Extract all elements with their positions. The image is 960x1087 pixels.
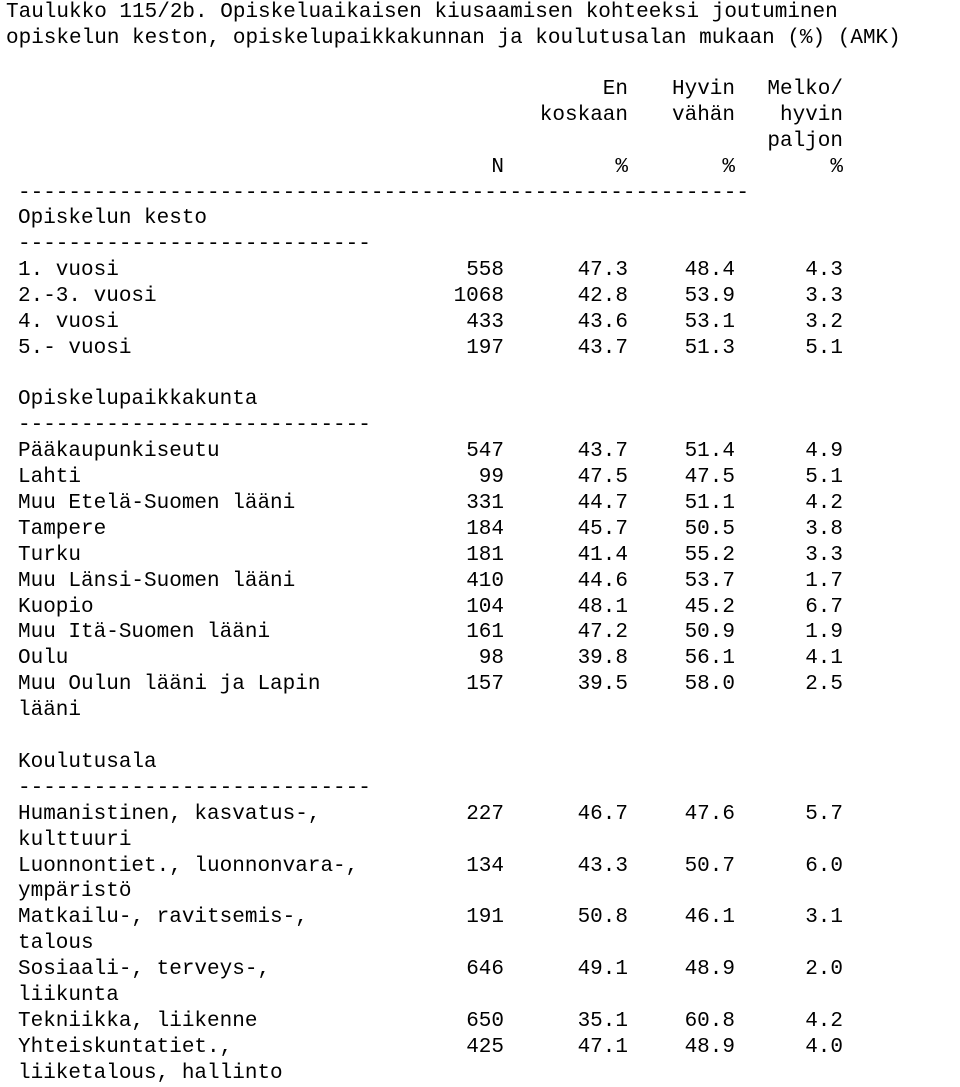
row-n: 197 [466,336,504,360]
row-label: liikunta [18,984,119,1007]
row-melko: 5.1 [805,336,843,360]
row-en: 43.7 [577,440,628,464]
row-label: 2.-3. vuosi [18,284,157,308]
row-en: 47.2 [577,621,628,645]
section-rule: ---------------------------- [18,414,371,438]
row-en: 41.4 [577,543,628,567]
row-melko: 3.3 [805,543,843,567]
row-hyvin: 53.1 [684,310,735,334]
row-melko: 5.7 [805,802,843,826]
row-hyvin: 47.6 [684,802,735,826]
row-label: 1. vuosi [18,258,119,282]
row-en: 47.5 [577,466,628,489]
row-label: Muu Itä-Suomen lääni [18,621,271,645]
row-hyvin: 48.9 [684,1035,735,1059]
row-hyvin: 53.7 [684,569,735,593]
row-label: kulttuuri [18,828,132,852]
row-n: 331 [466,491,504,515]
row-en: 39.5 [577,673,628,697]
col-header-melko-line-2: hyvin [779,104,843,127]
row-label: lääni [18,699,82,723]
row-melko: 5.1 [805,466,843,489]
section-title: Opiskelupaikkakunta [18,388,258,412]
title-line-2: opiskelun keston, opiskelupaikkakunnan ja koulutusalan mukaan (%) (AMK) [6,27,901,50]
unit-hyvin: % [722,156,735,179]
section-title: Koulutusala [18,750,157,774]
row-n: 99 [478,466,504,489]
row-melko: 4.3 [805,258,843,282]
row-n: 181 [466,543,504,567]
row-melko: 4.2 [805,1009,843,1033]
row-hyvin: 48.4 [684,258,735,282]
row-label: Kuopio [18,595,94,619]
col-header-melko-line-3: paljon [767,130,843,153]
row-en: 42.8 [577,284,628,308]
row-hyvin: 46.1 [684,906,735,930]
row-n: 650 [466,1009,504,1033]
row-n: 161 [466,621,504,645]
section-title: Opiskelun kesto [18,207,208,230]
row-hyvin: 50.9 [684,621,735,645]
row-n: 191 [466,906,504,930]
row-melko: 3.3 [805,284,843,308]
row-melko: 6.0 [805,854,843,878]
row-melko: 2.0 [805,958,843,982]
row-n: 646 [466,958,504,982]
row-label: liiketalous, hallinto [18,1061,283,1085]
unit-n: N [491,156,504,179]
row-en: 44.7 [577,491,628,515]
row-en: 48.1 [577,595,628,619]
row-n: 410 [466,569,504,593]
row-en: 49.1 [577,958,628,982]
row-hyvin: 50.7 [684,854,735,878]
row-n: 134 [466,854,504,878]
col-header-melko-line-1: Melko/ [767,78,843,101]
row-label: ympäristö [18,880,132,904]
row-label: Muu Länsi-Suomen lääni [18,569,296,593]
row-hyvin: 51.3 [684,336,735,360]
row-hyvin: 51.4 [684,440,735,464]
row-label: Luonnontiet., luonnonvara-, [18,854,359,878]
row-n: 425 [466,1035,504,1059]
row-en: 47.1 [577,1035,628,1059]
row-hyvin: 56.1 [684,647,735,671]
row-hyvin: 58.0 [684,673,735,697]
row-n: 433 [466,310,504,334]
col-header-hyvin-line-1: Hyvin [671,78,735,101]
row-en: 35.1 [577,1009,628,1033]
row-hyvin: 45.2 [684,595,735,619]
row-melko: 4.2 [805,491,843,515]
row-label: Oulu [18,647,69,671]
row-melko: 3.1 [805,906,843,930]
col-header-en-line-2: koskaan [539,104,628,127]
row-melko: 6.7 [805,595,843,619]
row-label: Turku [18,543,82,567]
row-hyvin: 55.2 [684,543,735,567]
row-n: 104 [466,595,504,619]
row-n: 547 [466,440,504,464]
row-hyvin: 47.5 [684,466,735,489]
unit-en: % [615,156,628,179]
row-label: Humanistinen, kasvatus-, [18,802,321,826]
row-n: 1068 [453,284,504,308]
row-melko: 1.9 [805,621,843,645]
row-label: 4. vuosi [18,310,119,334]
row-n: 157 [466,673,504,697]
row-label: Tampere [18,517,107,541]
row-n: 98 [478,647,504,671]
col-header-en-line-1: En [602,78,628,101]
row-melko: 1.7 [805,569,843,593]
row-hyvin: 60.8 [684,1009,735,1033]
row-hyvin: 48.9 [684,958,735,982]
row-en: 43.7 [577,336,628,360]
row-en: 45.7 [577,517,628,541]
row-melko: 4.0 [805,1035,843,1059]
row-label: Lahti [18,466,82,489]
row-label: Muu Oulun lääni ja Lapin [18,673,321,697]
row-en: 50.8 [577,906,628,930]
row-hyvin: 50.5 [684,517,735,541]
row-label: Tekniikka, liikenne [18,1009,258,1033]
row-melko: 3.2 [805,310,843,334]
row-hyvin: 51.1 [684,491,735,515]
row-label: talous [18,932,94,956]
title-line-1: Taulukko 115/2b. Opiskeluaikaisen kiusaamisen kohteeksi joutuminen [6,1,838,24]
section-rule: ---------------------------- [18,232,371,256]
unit-melko: % [830,156,843,179]
row-n: 558 [466,258,504,282]
row-en: 43.6 [577,310,628,334]
section-rule: ---------------------------- [18,776,371,800]
row-melko: 3.8 [805,517,843,541]
row-melko: 4.9 [805,440,843,464]
row-label: Pääkaupunkiseutu [18,440,220,464]
header-rule: ---------------------------------------------------------- [18,182,749,205]
row-label: Yhteiskuntatiet., [18,1035,233,1059]
row-melko: 4.1 [805,647,843,671]
row-en: 43.3 [577,854,628,878]
row-melko: 2.5 [805,673,843,697]
row-en: 39.8 [577,647,628,671]
row-label: Sosiaali-, terveys-, [18,958,271,982]
row-n: 184 [466,517,504,541]
row-label: Matkailu-, ravitsemis-, [18,906,308,930]
row-label: 5.- vuosi [18,336,132,360]
row-en: 47.3 [577,258,628,282]
row-hyvin: 53.9 [684,284,735,308]
row-label: Muu Etelä-Suomen lääni [18,491,296,515]
row-n: 227 [466,802,504,826]
row-en: 46.7 [577,802,628,826]
col-header-hyvin-line-2: vähän [671,104,735,127]
row-en: 44.6 [577,569,628,593]
